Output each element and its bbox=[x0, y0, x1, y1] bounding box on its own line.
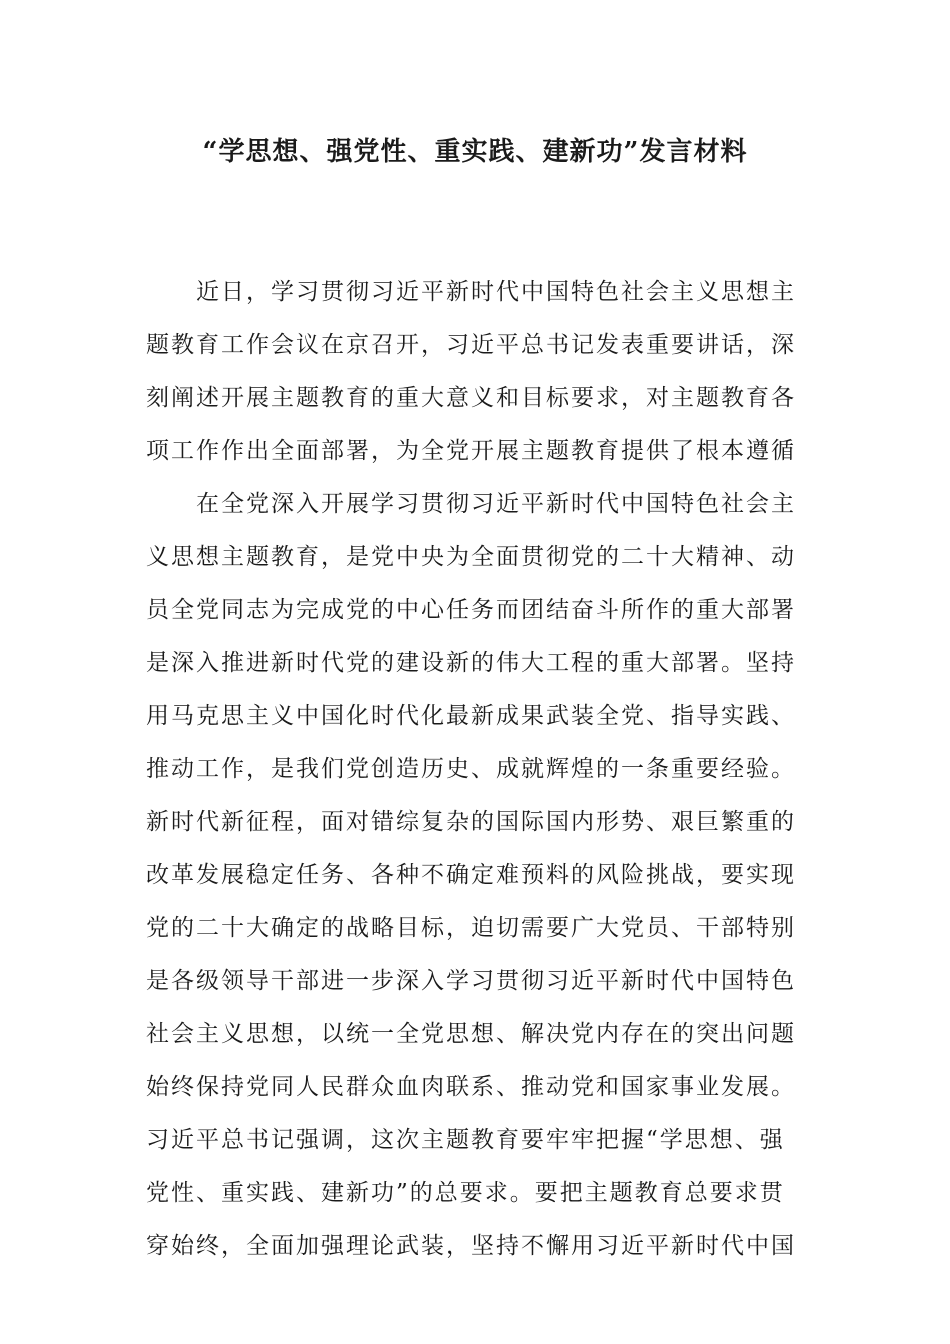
paragraph-line: 是深入推进新时代党的建设新的伟大工程的重大部署。坚持 bbox=[146, 650, 796, 676]
paragraph-line: 推动工作，是我们党创造历史、成就辉煌的一条重要经验。 bbox=[146, 756, 796, 782]
paragraph-line: 社会主义思想，以统一全党思想、解决党内存在的突出问题 bbox=[146, 1021, 796, 1047]
paragraph-line: 在全党深入开展学习贯彻习近平新时代中国特色社会主 bbox=[196, 491, 796, 517]
paragraph-line: 员全党同志为完成党的中心任务而团结奋斗所作的重大部署 bbox=[146, 597, 796, 623]
paragraph-line: 党的二十大确定的战略目标，迫切需要广大党员、干部特别 bbox=[146, 915, 796, 941]
paragraph-line: 用马克思主义中国化时代化最新成果武装全党、指导实践、 bbox=[146, 703, 796, 729]
paragraph-line: 刻阐述开展主题教育的重大意义和目标要求，对主题教育各 bbox=[146, 385, 796, 411]
document-body bbox=[146, 266, 806, 1273]
paragraph-line: 改革发展稳定任务、各种不确定难预料的风险挑战，要实现 bbox=[146, 862, 796, 888]
paragraph-line: 习近平总书记强调，这次主题教育要牢牢把握“学思想、强 bbox=[146, 1127, 785, 1153]
paragraph-line: 新时代新征程，面对错综复杂的国际国内形势、艰巨繁重的 bbox=[146, 809, 796, 835]
paragraph-line: 是各级领导干部进一步深入学习贯彻习近平新时代中国特色 bbox=[146, 968, 796, 994]
paragraph-line: 义思想主题教育，是党中央为全面贯彻党的二十大精神、动 bbox=[146, 544, 796, 570]
paragraph-line: 项工作作出全面部署，为全党开展主题教育提供了根本遵循 bbox=[146, 438, 796, 464]
paragraph-line: 党性、重实践、建新功”的总要求。要把主题教育总要求贯 bbox=[146, 1180, 785, 1206]
paragraph-line: 穿始终，全面加强理论武装，坚持不懈用习近平新时代中国 bbox=[146, 1233, 796, 1259]
paragraph-line: 近日，学习贯彻习近平新时代中国特色社会主义思想主 bbox=[196, 279, 796, 305]
paragraph-line: 始终保持党同人民群众血肉联系、推动党和国家事业发展。 bbox=[146, 1074, 796, 1100]
paragraph-line: 题教育工作会议在京召开，习近平总书记发表重要讲话，深 bbox=[146, 332, 796, 358]
document-title: “学思想、强党性、重实践、建新功”发言材料 bbox=[202, 137, 748, 167]
